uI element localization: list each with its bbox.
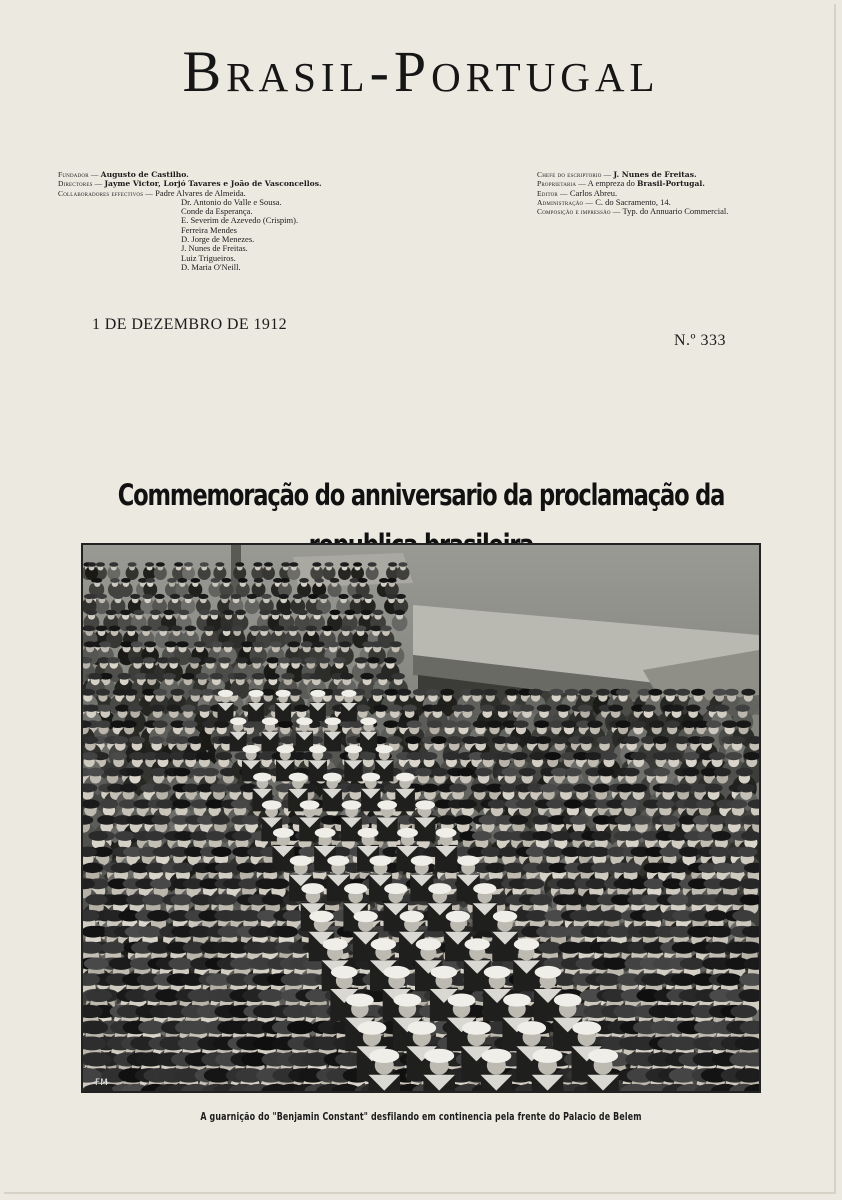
- administration-role: Administração —: [537, 197, 594, 207]
- collaborators-list: [58, 198, 418, 272]
- directors-names: Jayme Victor, Lorjó Tavares e João de Vasconcellos.: [104, 179, 322, 189]
- office-chief-line: [537, 170, 797, 179]
- collaborator-name: J. Nunes de Freitas.: [181, 243, 248, 254]
- owner-role: Proprietaria —: [537, 179, 587, 189]
- issue-date: 1 DE DEZEMBRO DE 1912: [92, 316, 288, 333]
- office-chief-role: Chefe do escriptorio —: [537, 170, 612, 179]
- owner-name: Brasil-Portugal.: [637, 179, 705, 189]
- collaborators-role: Collaboradores effectivos —: [58, 188, 153, 198]
- headline: Commemoração do anniversario da proclamação da: [117, 478, 725, 512]
- collaborator-name: Conde da Esperança.: [181, 206, 253, 217]
- collaborator-name: Luiz Trigueiros.: [181, 252, 236, 263]
- founder-line: [58, 170, 418, 179]
- staff-list-right: [537, 170, 797, 216]
- administration-address: C. do Sacramento, 14.: [595, 196, 671, 207]
- collaborator-name: Ferreira Mendes: [181, 224, 237, 235]
- printing-line: [537, 207, 797, 216]
- masthead-title: Brasil-Portugal: [182, 39, 660, 104]
- collaborator-name: E. Severim de Azevedo (Crispim).: [181, 215, 299, 226]
- founder-name: Augusto de Castilho.: [100, 170, 189, 179]
- photo-scene: [83, 545, 759, 1091]
- issue-number: N.º 333: [674, 332, 727, 349]
- founder-role: Fundador —: [58, 170, 99, 179]
- office-chief-name: J. Nunes de Freitas.: [613, 170, 697, 179]
- collaborator-name: D. Jorge de Menezes.: [181, 234, 255, 245]
- staff-list-left: [58, 170, 418, 272]
- editor-role: Editor —: [537, 188, 568, 198]
- photo-caption: A guarnição do "Benjamin Constant" desfilando em continencia pela frente do Palacio de Belem: [200, 1110, 642, 1123]
- collaborator-first: Padre Alvares de Almeida.: [155, 187, 246, 198]
- photo-signature: FM: [95, 1078, 108, 1088]
- directors-role: Directores —: [58, 179, 103, 189]
- printing-role: Composição e impressão —: [537, 207, 621, 217]
- collaborator-name: D. Maria O'Neill.: [181, 261, 241, 272]
- editor-name: Carlos Abreu.: [569, 187, 618, 198]
- collaborator-name: Dr. Antonio do Valle e Sousa.: [181, 196, 282, 207]
- printing-text: Typ. do Annuario Commercial.: [622, 206, 729, 217]
- owner-text: A empreza do: [587, 178, 635, 189]
- parade-photograph: [81, 543, 761, 1093]
